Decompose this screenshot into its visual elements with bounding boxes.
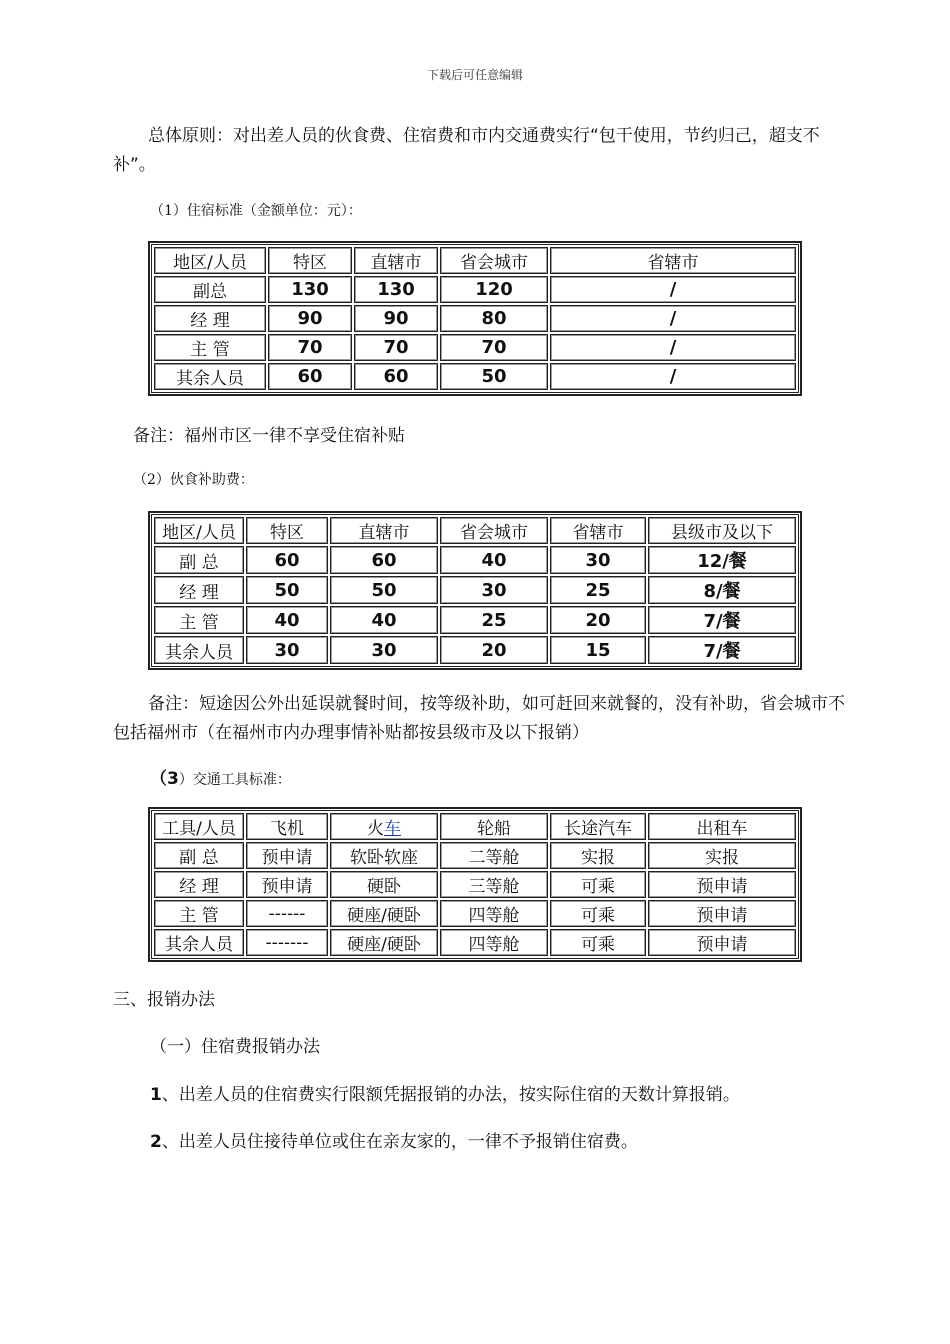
table-cell: 硬卧	[330, 871, 438, 898]
lodging-table	[149, 242, 801, 395]
row-label: 经 理	[154, 871, 244, 898]
row-label: 副 总	[154, 546, 244, 574]
table-cell: 130	[354, 276, 438, 303]
meal-col-header: 特区	[246, 517, 328, 544]
row-label: 主 管	[154, 606, 244, 634]
table-cell: 20	[550, 606, 646, 634]
transport-col-header: 飞机	[246, 813, 328, 840]
rule-item-1-text: 、出差人员的住宿费实行限额凭据报销的办法，按实际住宿的天数计算报销。	[161, 1085, 740, 1105]
table-cell: 可乘	[550, 900, 646, 927]
meal-col-header: 县级市及以下	[648, 517, 796, 544]
table-cell: 硬座/硬卧	[330, 929, 438, 956]
table-cell: 70	[268, 334, 352, 361]
lodging-col-header: 省辖市	[550, 247, 796, 274]
table-row	[154, 636, 796, 664]
table-cell: 40	[440, 546, 548, 574]
table-row	[154, 842, 796, 869]
lodging-note: 备注：福州市区一律不享受住宿补贴	[133, 426, 405, 446]
table-cell: 60	[354, 363, 438, 390]
row-label: 主 管	[154, 900, 244, 927]
table-cell: 实报	[648, 842, 796, 869]
table-cell: /	[550, 334, 796, 361]
section-heading-reimbursement: 三、报销办法	[113, 990, 215, 1010]
table-row	[154, 900, 796, 927]
table-cell: 25	[440, 606, 548, 634]
table-cell: 预申请	[648, 871, 796, 898]
row-label: 副总	[154, 276, 266, 303]
table-cell: 7/餐	[648, 606, 796, 634]
table-cell: 15	[550, 636, 646, 664]
table-cell: 30	[246, 636, 328, 664]
table-row	[154, 576, 796, 604]
table-cell: 60	[268, 363, 352, 390]
meal-header-row	[154, 517, 796, 544]
lodging-col-header: 省会城市	[440, 247, 548, 274]
row-label: 经 理	[154, 305, 266, 332]
lodging-col-header: 特区	[268, 247, 352, 274]
meal-col-header: 地区/人员	[154, 517, 244, 544]
table-row	[154, 276, 796, 303]
table-row	[154, 606, 796, 634]
meal-col-header: 省会城市	[440, 517, 548, 544]
table-cell: 130	[268, 276, 352, 303]
table-cell: 可乘	[550, 871, 646, 898]
table-cell: 三等舱	[440, 871, 548, 898]
table-cell: 120	[440, 276, 548, 303]
table-cell: 80	[440, 305, 548, 332]
lodging-header-row	[154, 247, 796, 274]
table-cell: 实报	[550, 842, 646, 869]
transport-table	[149, 808, 801, 961]
table-cell: 50	[440, 363, 548, 390]
rule-item-2-number: 2	[150, 1132, 162, 1152]
rule-item-1-number: 1	[150, 1085, 162, 1105]
rule-item-2-text: 、出差人员住接待单位或住在亲友家的，一律不予报销住宿费。	[161, 1132, 638, 1152]
table-cell: 30	[550, 546, 646, 574]
table-cell: 预申请	[246, 842, 328, 869]
table-row	[154, 363, 796, 390]
table-row	[154, 871, 796, 898]
table-cell: /	[550, 305, 796, 332]
table-row	[154, 334, 796, 361]
table-cell: 60	[246, 546, 328, 574]
transport-col-header: 工具/人员	[154, 813, 244, 840]
table-row	[154, 546, 796, 574]
principle-paragraph: 总体原则：对出差人员的伙食费、住宿费和市内交通费实行“包干使用，节约归己，超支不补”。	[113, 126, 820, 175]
table-cell: 30	[330, 636, 438, 664]
subsection-heading-lodging: （一）住宿费报销办法	[150, 1037, 320, 1057]
table-cell: 60	[330, 546, 438, 574]
transport-col-header: 出租车	[648, 813, 796, 840]
table-cell: 50	[246, 576, 328, 604]
table-cell: 90	[268, 305, 352, 332]
rule-item-2	[150, 1127, 638, 1152]
train-label-prefix: 火	[367, 819, 384, 839]
table-cell: 70	[354, 334, 438, 361]
table-cell: /	[550, 363, 796, 390]
table-cell: 12/餐	[648, 546, 796, 574]
table-cell: 90	[354, 305, 438, 332]
lodging-title: （1）住宿标准（金额单位：元）：	[150, 203, 362, 219]
page-header-note: 下载后可任意编辑	[426, 68, 523, 82]
table-cell: 四等舱	[440, 900, 548, 927]
table-cell: 软卧软座	[330, 842, 438, 869]
transport-col-header-train	[330, 813, 438, 840]
row-label: 主 管	[154, 334, 266, 361]
table-cell: 二等舱	[440, 842, 548, 869]
table-cell: 30	[440, 576, 548, 604]
table-cell: 70	[440, 334, 548, 361]
table-cell: 20	[440, 636, 548, 664]
lodging-col-header: 直辖市	[354, 247, 438, 274]
table-cell: 硬座/硬卧	[330, 900, 438, 927]
rule-item-1	[150, 1080, 740, 1105]
table-cell: 7/餐	[648, 636, 796, 664]
table-row	[154, 929, 796, 956]
table-cell: 预申请	[246, 871, 328, 898]
meal-col-header: 省辖市	[550, 517, 646, 544]
table-cell: ------	[246, 900, 328, 927]
table-cell: /	[550, 276, 796, 303]
meal-col-header: 直辖市	[330, 517, 438, 544]
transport-header-row	[154, 813, 796, 840]
train-link[interactable]: 车	[384, 819, 401, 839]
meal-note: 备注：短途因公外出延误就餐时间，按等级补助，如可赶回来就餐的，没有补助，省会城市不包括福州市（在福州市内办理事情补贴都按县级市及以下报销）	[113, 694, 845, 743]
transport-title-num: （3	[150, 769, 179, 789]
table-row	[154, 305, 796, 332]
meal-title: （2）伙食补助费：	[133, 472, 254, 488]
table-cell: 预申请	[648, 900, 796, 927]
table-cell: 40	[330, 606, 438, 634]
table-cell: 8/餐	[648, 576, 796, 604]
transport-col-header: 轮船	[440, 813, 548, 840]
table-cell: 四等舱	[440, 929, 548, 956]
row-label: 其余人员	[154, 929, 244, 956]
table-cell: 25	[550, 576, 646, 604]
row-label: 其余人员	[154, 636, 244, 664]
table-cell: 预申请	[648, 929, 796, 956]
row-label: 副 总	[154, 842, 244, 869]
table-cell: -------	[246, 929, 328, 956]
table-cell: 40	[246, 606, 328, 634]
transport-title-text: ）交通工具标准：	[178, 772, 291, 788]
table-cell: 50	[330, 576, 438, 604]
table-cell: 可乘	[550, 929, 646, 956]
transport-title	[150, 764, 291, 789]
transport-col-header: 长途汽车	[550, 813, 646, 840]
row-label: 其余人员	[154, 363, 266, 390]
lodging-col-header: 地区/人员	[154, 247, 266, 274]
meal-table	[149, 512, 801, 669]
row-label: 经 理	[154, 576, 244, 604]
